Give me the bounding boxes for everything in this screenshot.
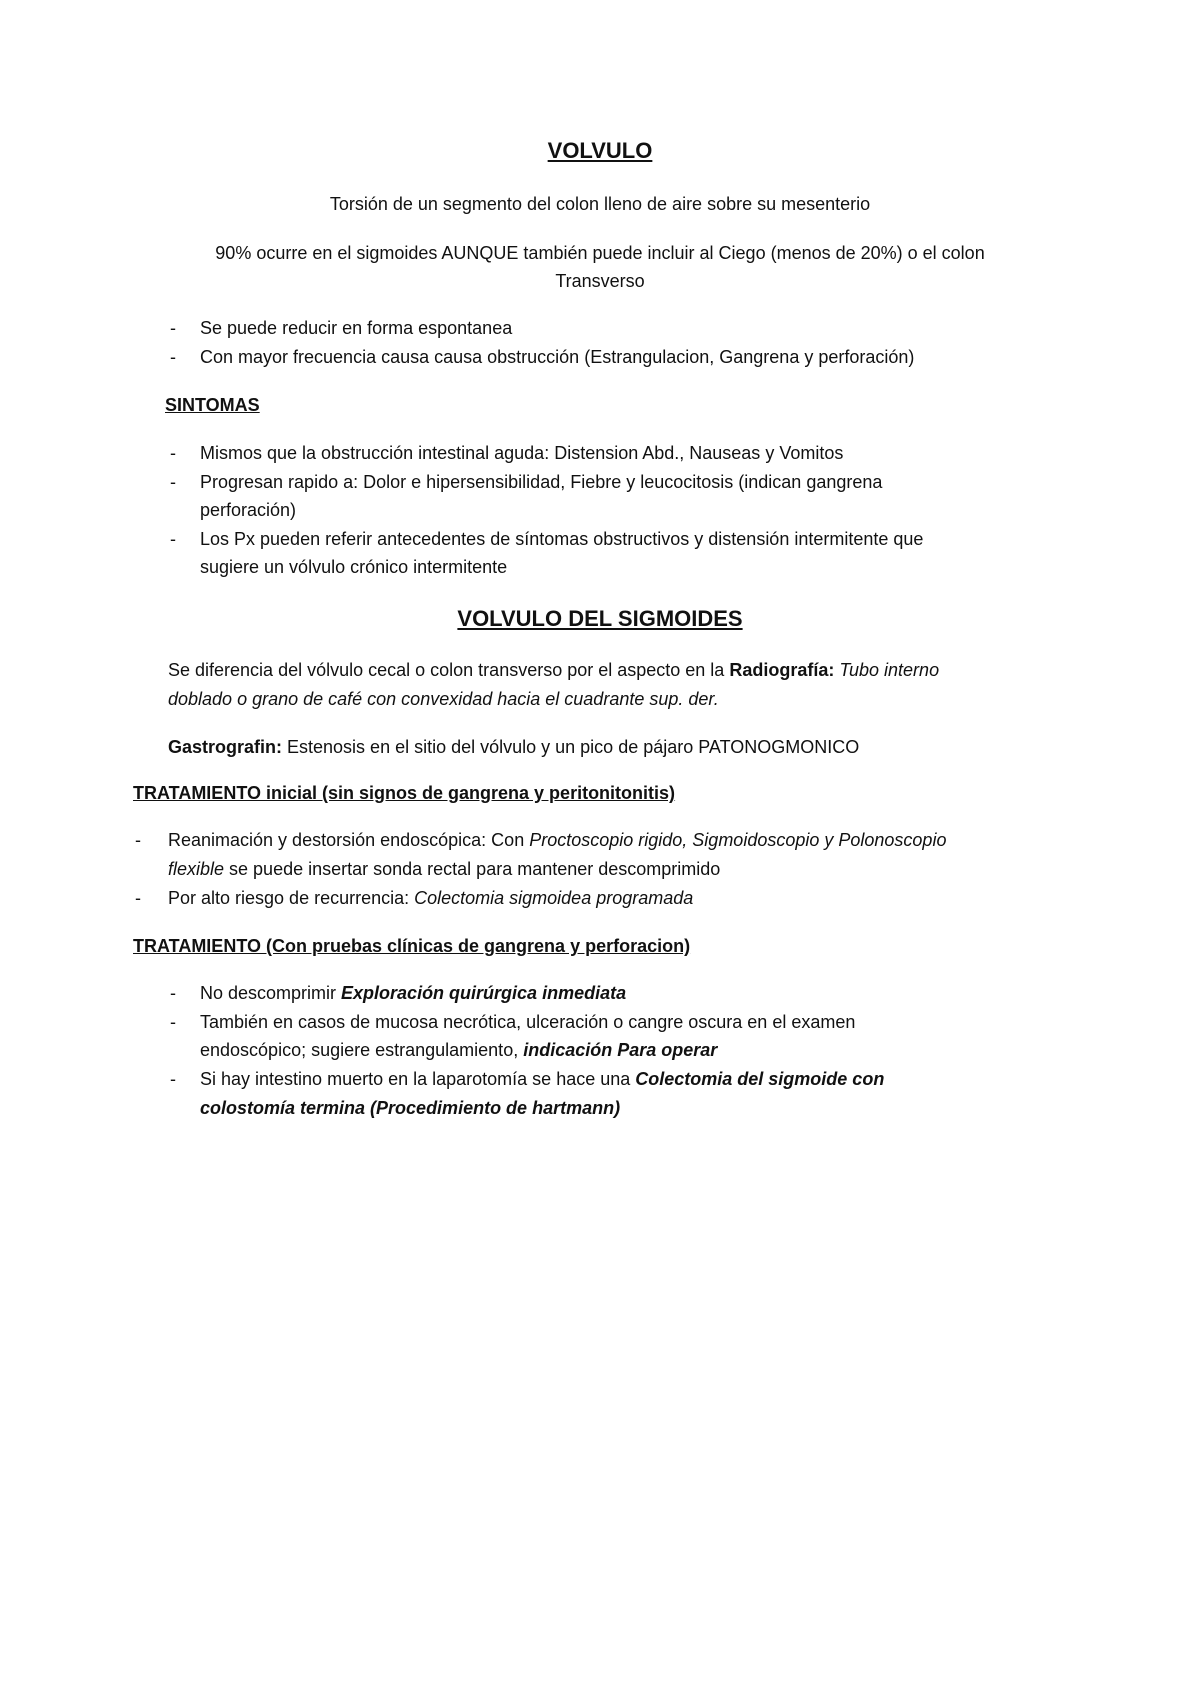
- symptom-bullet-3-line-2: sugiere un vólvulo crónico intermitente: [200, 557, 508, 577]
- symptom-bullet-1: Mismos que la obstrucción intestinal aguda: Distension Abd., Nauseas y Vomitos: [200, 443, 844, 463]
- treatment-initial-b1-text: Reanimación y destorsión endoscópica: Con: [168, 830, 530, 850]
- bullet-dash: -: [170, 529, 176, 549]
- treatment-gangrene-b1-text: No descomprimir: [200, 983, 342, 1003]
- radiography-italic-2: doblado o grano de café con convexidad hacia el cuadrante sup. der.: [168, 689, 719, 709]
- treatment-gangrene-bullet-2-line-2: [200, 1040, 717, 1061]
- symptom-bullet-2-line-1: Progresan rapido a: Dolor e hipersensibilidad, Fiebre y leucocitosis (indican gangrena: [200, 472, 883, 492]
- treatment-initial-b2-text: Por alto riesgo de recurrencia:: [168, 888, 415, 908]
- treatment-initial-b2-italic: Colectomia sigmoidea programada: [414, 888, 694, 908]
- intro-bullet-1: Se puede reducir en forma espontanea: [200, 318, 513, 338]
- symptom-bullet-2-line-2: perforación): [200, 500, 297, 520]
- intro-bullet-2: Con mayor frecuencia causa causa obstrucción (Estrangulacion, Gangrena y perforación): [200, 347, 915, 367]
- bullet-dash: -: [135, 888, 141, 908]
- page-title: VOLVULO: [547, 138, 653, 163]
- radiography-text: Se diferencia del vólvulo cecal o colon transverso por el aspecto en la: [168, 660, 730, 680]
- treatment-gangrene-heading: TRATAMIENTO (Con pruebas clínicas de gangrena y perforacion): [133, 936, 691, 956]
- treatment-gangrene-bullet-2-line-1: También en casos de mucosa necrótica, ulceración o cangre oscura en el examen: [200, 1012, 856, 1032]
- definition-text: Torsión de un segmento del colon lleno de aire sobre su mesenterio: [329, 194, 871, 214]
- bullet-dash: -: [135, 830, 141, 850]
- sigmoid-title: VOLVULO DEL SIGMOIDES: [457, 606, 743, 631]
- gastrografin-text: Estenosis en el sitio del vólvulo y un pico de pájaro PATONOGMONICO: [282, 737, 860, 757]
- treatment-initial-bullet-2: [168, 888, 693, 909]
- treatment-initial-b1-line2-text: se puede insertar sonda rectal para mantener descomprimido: [224, 859, 721, 879]
- treatment-gangrene-b1-bold-italic: Exploración quirúrgica inmediata: [341, 983, 627, 1003]
- radiography-paragraph-line-1: [168, 660, 939, 681]
- occurrence-line-2: Transverso: [555, 271, 645, 291]
- bullet-dash: -: [170, 443, 176, 463]
- treatment-gangrene-bullet-1: [200, 983, 626, 1004]
- treatment-initial-bullet-1-line-2: [168, 859, 720, 880]
- bullet-dash: -: [170, 347, 176, 367]
- treatment-initial-bullet-1-line-1: [168, 830, 946, 851]
- bullet-dash: -: [170, 983, 176, 1003]
- gastrografin-label: Gastrografin:: [168, 737, 283, 757]
- radiography-label: Radiografía:: [729, 660, 835, 680]
- bullet-dash: -: [170, 1069, 176, 1089]
- symptoms-heading: SINTOMAS: [165, 395, 260, 415]
- treatment-gangrene-b2-line2-text: endoscópico; sugiere estrangulamiento,: [200, 1040, 524, 1060]
- treatment-gangrene-b3-text: Si hay intestino muerto en la laparotomía se hace una: [200, 1069, 636, 1089]
- bullet-dash: -: [170, 472, 176, 492]
- treatment-initial-b1-line2-italic: flexible: [168, 859, 225, 879]
- bullet-dash: -: [170, 1012, 176, 1032]
- treatment-gangrene-bullet-3-line-1: [200, 1069, 884, 1090]
- radiography-italic-1: Tubo interno: [834, 660, 940, 680]
- treatment-initial-b1-italic: Proctoscopio rigido, Sigmoidoscopio y Polonoscopio: [529, 830, 947, 850]
- symptom-bullet-3-line-1: Los Px pueden referir antecedentes de síntomas obstructivos y distensión intermitente que: [200, 529, 924, 549]
- gastrografin-line: [168, 737, 859, 758]
- treatment-gangrene-b3-line2-bold-italic: colostomía termina (Procedimiento de hartmann): [200, 1098, 621, 1118]
- occurrence-line-1: 90% ocurre en el sigmoides AUNQUE también puede incluir al Ciego (menos de 20%) o el colon: [215, 243, 985, 263]
- bullet-dash: -: [170, 318, 176, 338]
- radiography-paragraph-line-2: [168, 689, 719, 710]
- treatment-gangrene-bullet-3-line-2: [200, 1098, 620, 1119]
- treatment-gangrene-b2-line2-bold-italic: indicación Para operar: [523, 1040, 718, 1060]
- treatment-initial-heading: TRATAMIENTO inicial (sin signos de gangrena y peritonitonitis): [133, 783, 676, 803]
- treatment-gangrene-b3-bold-italic: Colectomia del sigmoide con: [635, 1069, 885, 1089]
